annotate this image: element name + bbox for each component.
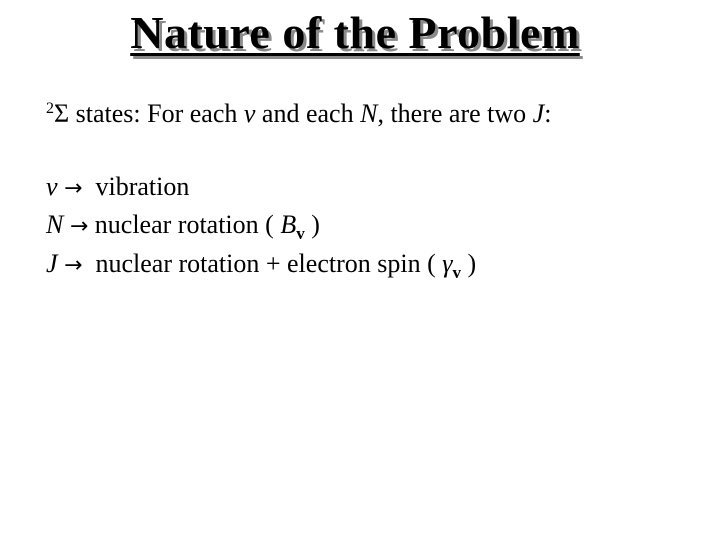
slide-title: Nature of the Problem (130, 7, 580, 58)
intro-text-4: : (544, 99, 552, 128)
definition-v (46, 170, 189, 206)
definition-text: nuclear rotation ( (94, 210, 281, 239)
definition-symbol: N (46, 210, 64, 239)
definition-constant: B (280, 210, 297, 239)
definition-constant-subscript: v (296, 224, 305, 243)
arrow-right-icon: → (64, 253, 83, 278)
definition-constant-subscript: v (452, 263, 461, 282)
intro-var-n: N (360, 99, 378, 128)
arrow-right-icon: → (69, 214, 89, 239)
definition-close: ) (304, 210, 320, 239)
intro-text-2: and each (255, 99, 361, 128)
intro-var-j: J (532, 99, 545, 128)
definition-text: vibration (95, 172, 190, 201)
intro-line (46, 92, 551, 131)
arrow-right-icon: → (64, 176, 83, 201)
term-superscript: 2 (46, 100, 54, 117)
definition-j (46, 247, 476, 290)
definition-text: nuclear rotation + electron spin ( (95, 249, 443, 278)
definition-n (46, 208, 320, 251)
intro-text-3: , there are two (377, 99, 533, 128)
definition-constant: γ (442, 249, 453, 278)
definition-symbol: v (46, 172, 58, 201)
definition-symbol: J (46, 249, 58, 278)
intro-var-v: v (243, 99, 256, 128)
term-symbol: Σ (54, 99, 70, 128)
definition-close: ) (461, 249, 477, 278)
intro-text-1: states: For each (69, 99, 244, 128)
